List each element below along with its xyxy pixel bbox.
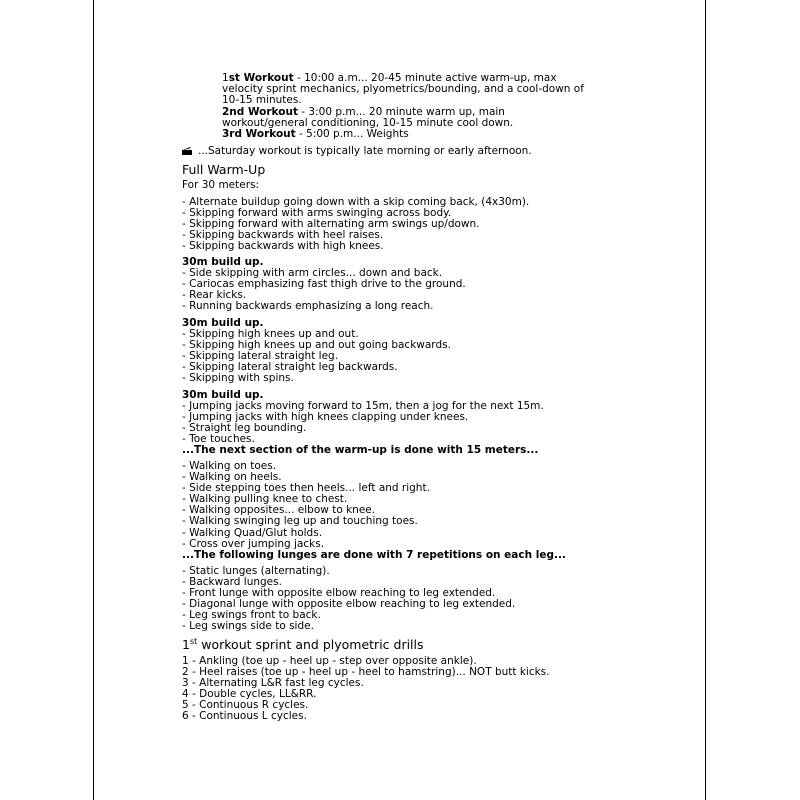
warmup-list-5 <box>182 461 702 561</box>
document-page <box>93 0 706 800</box>
list-item: 2 - Heel raises (toe up - heel up - heel to hamstring)... NOT butt kicks. <box>182 666 550 679</box>
build-up-label: 30m build up. <box>182 317 264 329</box>
list-item: - Skipping backwards with high knees. <box>182 240 384 253</box>
list-item: - Skipping high knees up and out going backwards. <box>182 339 451 352</box>
for-30-label: For 30 meters: <box>182 179 260 191</box>
list-item: 5 - Continuous R cycles. <box>182 699 309 712</box>
list-item: - Alternate buildup going down with a skip coming back, (4x30m). <box>182 196 530 208</box>
schedule-line: 2nd Workout - 3:00 p.m... 20 minute warm up, main <box>222 105 505 118</box>
list-item: - Running backwards emphasizing a long reach. <box>182 300 434 313</box>
list-item: - Walking opposites... elbow to knee. <box>182 504 376 517</box>
warmup-list-1 <box>182 197 702 252</box>
build-up-label: 30m build up. <box>182 257 264 268</box>
next-section-note: ...The next section of the warm-up is done with 15 meters... <box>182 444 539 457</box>
list-item: - Walking swinging leg up and touching toes. <box>182 515 418 528</box>
list-item: - Walking Quad/Glut holds. <box>182 526 323 539</box>
list-item: 1 - Ankling (toe up - heel up - step over opposite ankle). <box>182 655 477 667</box>
warmup-heading: Full Warm-Up <box>182 162 266 177</box>
build-up-label: 30m build up. <box>182 389 264 401</box>
schedule-line: 3rd Workout - 5:00 p.m... Weights <box>222 128 409 141</box>
list-item: 4 - Double cycles, LL&RR. <box>182 688 317 701</box>
drills-heading: 1st workout sprint and plyometric drills <box>182 636 424 652</box>
list-item: - Skipping forward with arms swinging across body. <box>182 207 452 220</box>
list-item: - Walking pulling knee to chest. <box>182 493 348 506</box>
list-item: - Rear kicks. <box>182 289 247 302</box>
list-item: - Straight leg bounding. <box>182 422 307 435</box>
schedule-line: workout/general conditioning, 10-15 minute cool down. <box>222 116 514 129</box>
warmup-list-3 <box>182 318 702 385</box>
warmup-list-4 <box>182 390 702 457</box>
list-item: - Side stepping toes then heels... left and right. <box>182 482 430 495</box>
note-icon <box>182 147 192 155</box>
list-item: - Skipping lateral straight leg. <box>182 350 339 363</box>
list-item: - Walking on toes. <box>182 460 277 472</box>
list-item: - Leg swings side to side. <box>182 620 314 633</box>
schedule-line: 10-15 minutes. <box>222 94 302 107</box>
list-item: - Jumping jacks with high knees clapping under knees. <box>182 411 469 424</box>
list-item: - Toe touches. <box>182 433 255 446</box>
list-item: - Skipping lateral straight leg backwards. <box>182 361 398 374</box>
schedule-line: 1st Workout - 10:00 a.m... 20-45 minute active warm-up, max <box>222 72 557 84</box>
warmup-list-2 <box>182 257 702 313</box>
list-item: - Skipping backwards with heel raises. <box>182 229 384 242</box>
list-item: - Cariocas emphasizing fast thigh drive to the ground. <box>182 278 466 291</box>
warmup-list-6 <box>182 566 702 633</box>
list-item: - Side skipping with arm circles... down and back. <box>182 267 443 280</box>
list-item: - Cross over jumping jacks. <box>182 537 325 550</box>
lunges-note: ...The following lunges are done with 7 repetitions on each leg... <box>182 548 566 561</box>
schedule-line: velocity sprint mechanics, plyometrics/bounding, and a cool-down of <box>222 83 584 96</box>
list-item: 3 - Alternating L&R fast leg cycles. <box>182 677 364 690</box>
list-item: - Skipping with spins. <box>182 372 294 385</box>
list-item: - Front lunge with opposite elbow reaching to leg extended. <box>182 587 496 600</box>
list-item: - Static lunges (alternating). <box>182 566 330 577</box>
list-item: 6 - Continuous L cycles. <box>182 710 307 723</box>
list-item: - Jumping jacks moving forward to 15m, then a jog for the next 15m. <box>182 400 544 413</box>
list-item: - Skipping high knees up and out. <box>182 328 359 341</box>
list-item: - Walking on heels. <box>182 471 282 484</box>
list-item: - Diagonal lunge with opposite elbow reaching to leg extended. <box>182 598 516 611</box>
list-item: - Backward lunges. <box>182 576 282 589</box>
list-item: - Skipping forward with alternating arm swings up/down. <box>182 218 480 231</box>
workout-schedule <box>222 73 612 140</box>
saturday-note: ...Saturday workout is typically late morning or early afternoon. <box>182 145 532 157</box>
drills-list <box>182 656 702 723</box>
list-item: - Leg swings front to back. <box>182 609 321 622</box>
